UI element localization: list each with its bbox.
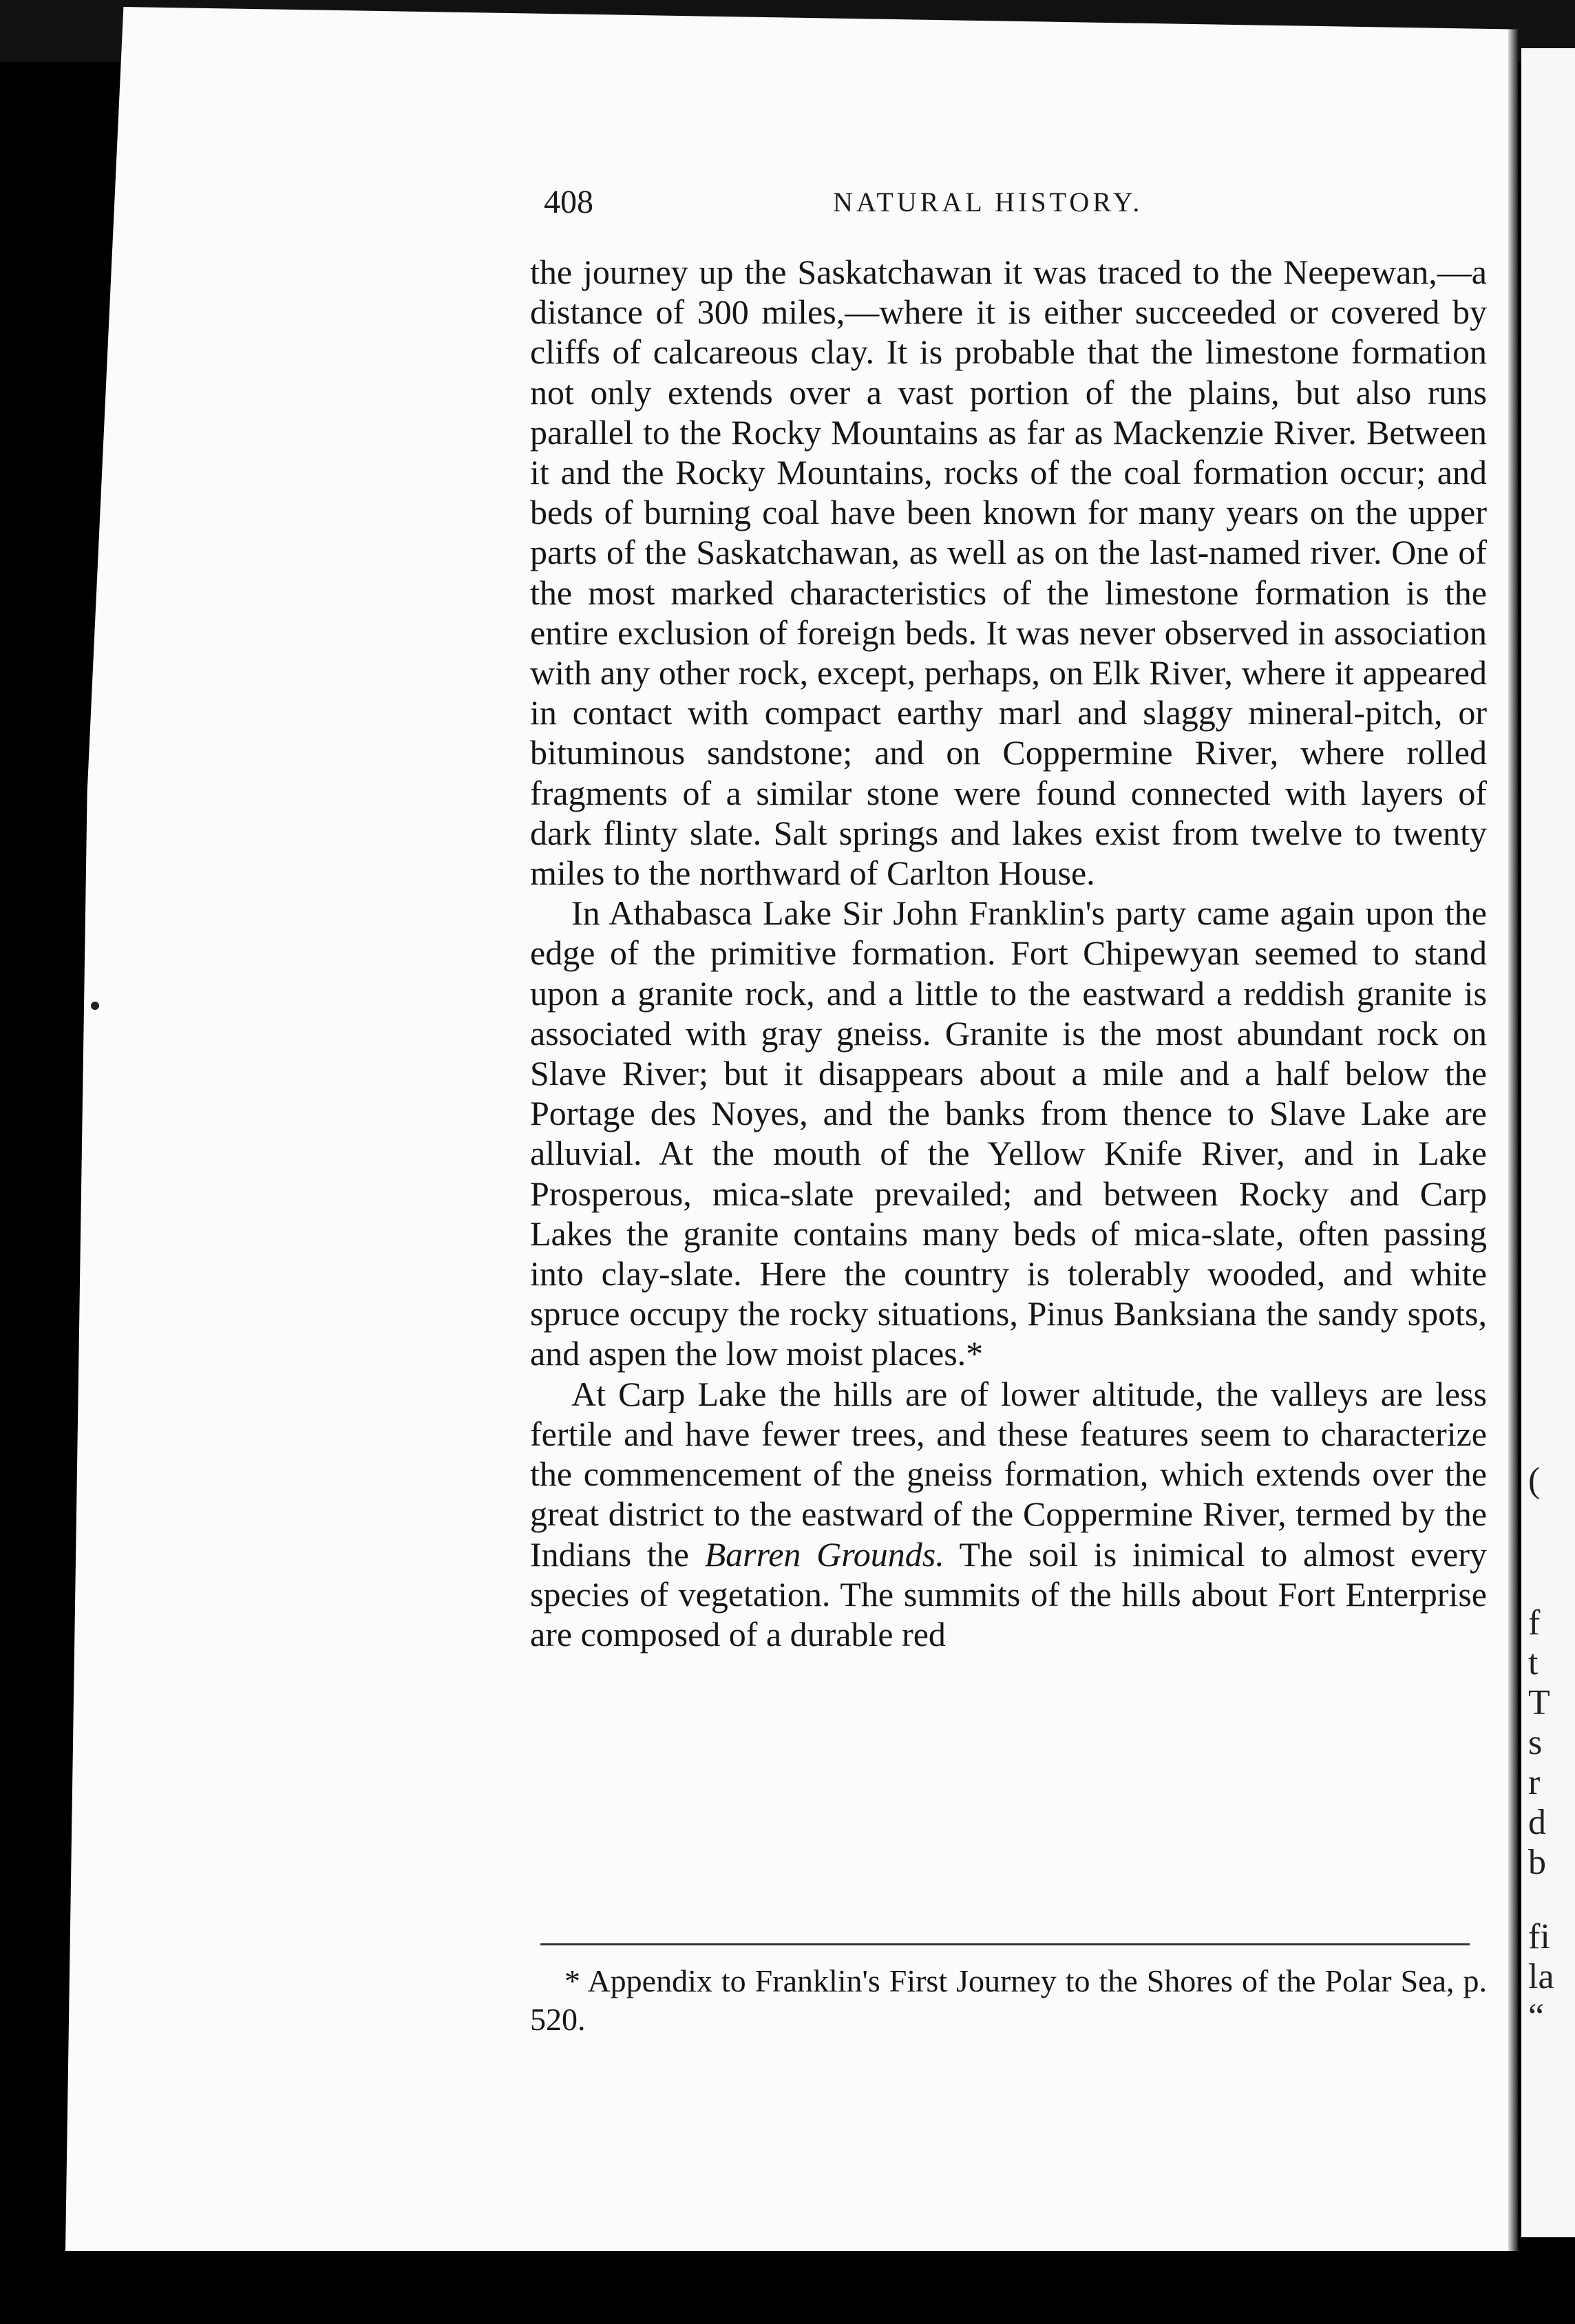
facing-page-fragment: ( — [1528, 1461, 1541, 1500]
page-gutter-shadow — [1508, 7, 1518, 2251]
page-number: 408 — [544, 184, 593, 220]
facing-page-edge — [1521, 48, 1575, 2237]
facing-page-fragment: la — [1528, 1957, 1554, 1996]
facing-page-fragment: t — [1528, 1643, 1539, 1682]
facing-page-fragment: T — [1528, 1683, 1550, 1722]
italic-term: Barren Grounds. — [704, 1534, 944, 1574]
paragraph: the journey up the Saskatchawan it was traced to the Neepewan,—a distance of 300 miles,—where it is either succeeded or covered by cliffs of calcareous clay. It is probable that the limestone formation not only extends over a vast portion of the plains, but also runs parallel to the Rocky Mountains as far as Mackenzie River. Between it and the Rocky Mountains, rocks of the coal formation occur; and beds of burning coal have been known for many years on the upper parts of the Saskatchawan, as well as on the last-named river. One of the most marked characteristics of the limestone formation is the entire exclusion of foreign beds. It was never observed in association with any other rock, except, perhaps, on Elk River, where it appeared in contact with compact earthy marl and slaggy mineral-pitch, or bituminous sandstone; and on Coppermine River, where rolled fragments of a similar stone were found connected with layers of dark flinty slate. Salt springs and lakes exist from twelve to twenty miles to the northward of Carlton House. — [530, 253, 1487, 893]
paragraph: In Athabasca Lake Sir John Franklin's party came again upon the edge of the primitive formation. Fort Chipewyan seemed to stand upon a granite rock, and a little to the eastward a reddish granite is associated with gray gneiss. Granite is the most abundant rock on Slave River; but it disappears about a mile and a half below the Portage des Noyes, and the banks from thence to Slave Lake are alluvial. At the mouth of the Yellow Knife River, and in Lake Prosperous, mica-slate prevailed; and between Rocky and Carp Lakes the granite contains many beds of mica-slate, often passing into clay-slate. Here the country is tolerably wooded, and white spruce occupy the rocky situations, Pinus Banksiana the sandy spots, and aspen the low moist places.* — [530, 894, 1487, 1373]
paragraph — [530, 1374, 1487, 1654]
facing-page-fragment: d — [1528, 1803, 1546, 1842]
scan-speck — [91, 1002, 99, 1010]
body-text — [530, 252, 1487, 1654]
running-title: NATURAL HISTORY. — [833, 187, 1143, 218]
paragraph-text: At Carp Lake the hills are of lower altitude, the valleys are less fertile and have fewer trees, and these features seem to characterize the commencement of the gneiss formation, which extends over the great district to the eastward of the Coppermine River, termed by the Indians the — [530, 1374, 1487, 1574]
facing-page-fragment: fi — [1528, 1917, 1550, 1956]
page-header — [544, 183, 1494, 224]
facing-page-fragment: f — [1528, 1603, 1541, 1642]
facing-page-fragment: s — [1528, 1723, 1543, 1762]
facing-page-fragment: b — [1528, 1843, 1546, 1882]
footnote: * Appendix to Franklin's First Journey to the Shores of the Polar Sea, p. 520. — [530, 1963, 1487, 2037]
facing-page-fragment: “ — [1528, 1997, 1545, 2036]
facing-page-fragment: r — [1528, 1763, 1541, 1802]
footnote-rule — [540, 1943, 1470, 1945]
paragraph-text: The soil is inimical to almost every species of vegetation. The summits of the hills about Fort Enterprise are composed of a durable red — [530, 1534, 1487, 1654]
